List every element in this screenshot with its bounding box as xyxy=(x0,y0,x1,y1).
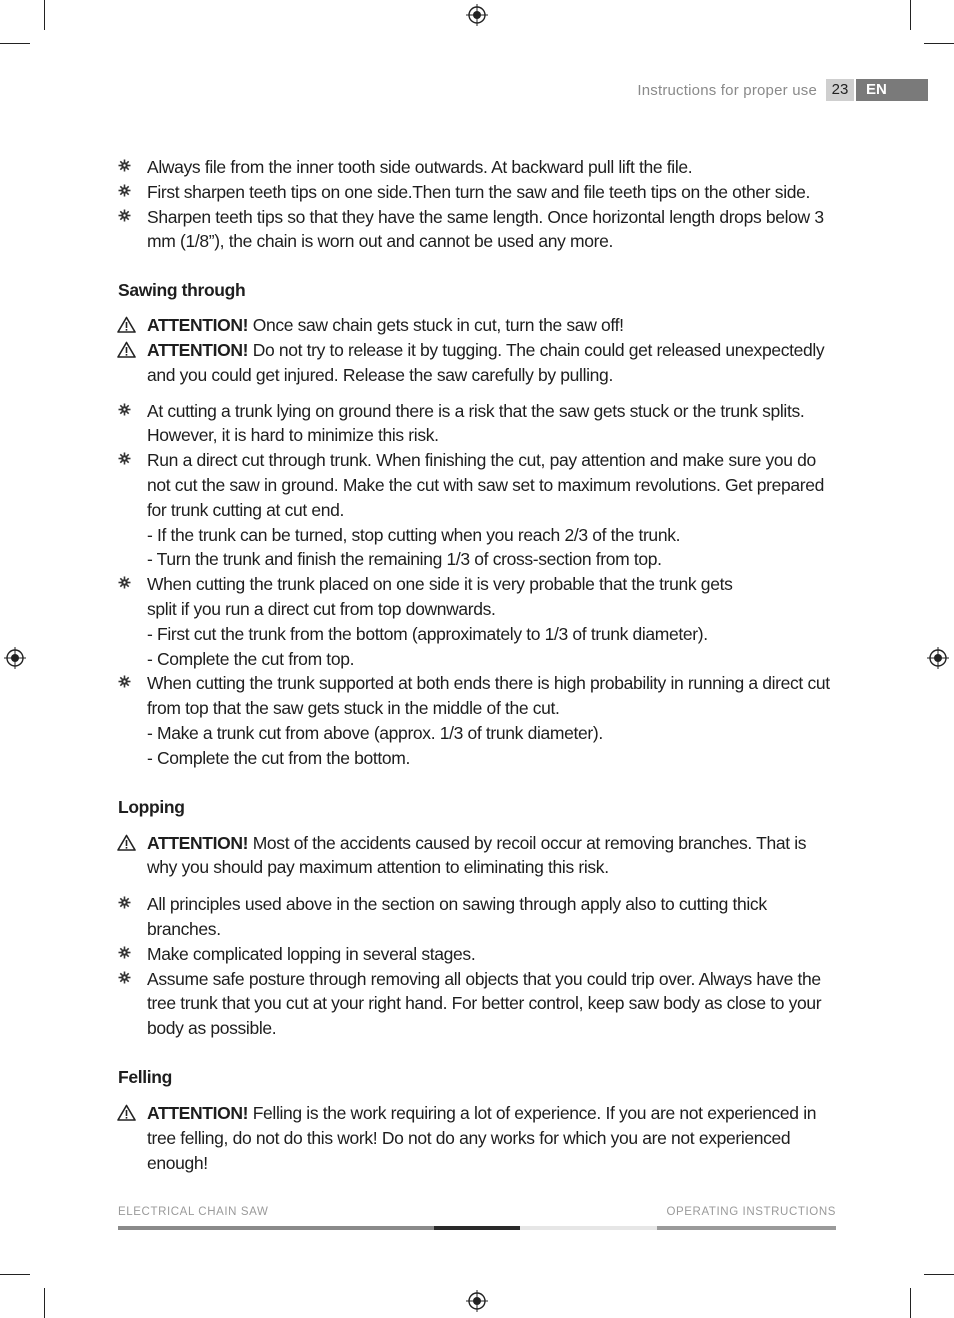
list-item xyxy=(118,155,838,180)
gear-bullet-icon xyxy=(118,946,131,959)
section-label: Instructions for proper use xyxy=(637,81,817,99)
crop-mark xyxy=(910,1288,911,1318)
section-heading-felling: Felling xyxy=(118,1066,172,1087)
running-header xyxy=(637,79,928,101)
sawing-warnings xyxy=(118,313,838,387)
list-item-text: All principles used above in the section on sawing through apply also to cutting thick branches. xyxy=(147,894,767,939)
warning-triangle-icon xyxy=(117,834,136,851)
warning-text: Do not try to release it by tugging. The chain could get released unexpectedly and you could get injured. Release the saw carefully by pulling. xyxy=(147,339,825,385)
list-item-text: Make complicated lopping in several stages. xyxy=(147,943,476,964)
footer-rule xyxy=(520,1226,657,1230)
warning-triangle-icon xyxy=(117,1104,136,1121)
list-item xyxy=(118,967,838,1041)
sub-step: - Turn the trunk and finish the remaining 1/3 of cross-section from top. xyxy=(147,549,662,570)
sub-step: - Complete the cut from top. xyxy=(147,648,355,669)
list-item-text: Sharpen teeth tips so that they have the same length. Once horizontal length drops below 3 mm (1/8”), the chain is worn out and cannot be used any more. xyxy=(147,206,824,252)
gear-bullet-icon xyxy=(118,184,131,197)
warning-triangle-icon xyxy=(117,316,136,333)
language-tag: EN xyxy=(856,79,928,101)
crop-mark xyxy=(0,43,30,44)
registration-mark-icon xyxy=(466,4,488,26)
footer-doc-type: OPERATING INSTRUCTIONS xyxy=(666,1206,836,1218)
list-item-text: Always file from the inner tooth side outwards. At backward pull lift the file. xyxy=(147,157,693,177)
list-item-text: When cutting the trunk placed on one side it is very probable that the trunk gets split if you run a direct cut from top downwards. xyxy=(147,574,733,619)
sub-step: - First cut the trunk from the bottom (approximately to 1/3 of trunk diameter). xyxy=(147,623,708,644)
list-item-text: Assume safe posture through removing all objects that you could trip over. Always have the tree trunk that you cut at your right hand. For better control, keep saw body as close to your body as possible. xyxy=(147,968,822,1039)
registration-mark-icon xyxy=(4,647,26,669)
footer-rule xyxy=(434,1226,520,1230)
list-item xyxy=(118,892,838,942)
gear-bullet-icon xyxy=(118,403,131,416)
section-heading-sawing: Sawing through xyxy=(118,280,246,301)
gear-bullet-icon xyxy=(118,452,131,465)
attention-label: ATTENTION! xyxy=(147,339,249,360)
list-item xyxy=(118,671,838,770)
list-item xyxy=(118,180,838,205)
gear-bullet-icon xyxy=(118,209,131,222)
warning-note xyxy=(118,831,838,881)
list-item-text: At cutting a trunk lying on ground there is a risk that the saw gets stuck or the trunk splits. However, it is hard to minimize this risk. xyxy=(147,400,805,446)
crop-mark xyxy=(910,0,911,30)
sub-step: - Complete the cut from the bottom. xyxy=(147,747,411,768)
sub-step: - If the trunk can be turned, stop cutting when you reach 2/3 of the trunk. xyxy=(147,524,681,545)
attention-label: ATTENTION! xyxy=(147,1102,249,1123)
sub-step: - Make a trunk cut from above (approx. 1/3 of trunk diameter). xyxy=(147,722,603,743)
main-content xyxy=(118,155,838,1175)
section-heading-lopping: Lopping xyxy=(118,796,185,817)
warning-note xyxy=(118,338,838,388)
registration-mark-icon xyxy=(927,647,949,669)
intro-list xyxy=(118,155,838,254)
gear-bullet-icon xyxy=(118,971,131,984)
footer-rule xyxy=(118,1226,434,1230)
gear-bullet-icon xyxy=(118,576,131,589)
registration-mark-icon xyxy=(466,1290,488,1312)
list-item xyxy=(118,572,838,671)
gear-bullet-icon xyxy=(118,896,131,909)
crop-mark xyxy=(924,43,954,44)
footer-product-name: ELECTRICAL CHAIN SAW xyxy=(118,1206,269,1218)
list-item xyxy=(118,942,838,967)
warning-text: Felling is the work requiring a lot of experience. If you are not experienced in tree felling, do not do this work! Do not do any works for which you are not experienced enough! xyxy=(147,1102,817,1173)
warning-note xyxy=(118,1101,838,1175)
crop-mark xyxy=(44,1288,45,1318)
attention-label: ATTENTION! xyxy=(147,315,249,336)
lopping-list xyxy=(118,892,838,1041)
list-item-text: First sharpen teeth tips on one side.Then turn the saw and file teeth tips on the other side. xyxy=(147,181,811,202)
warning-text: Once saw chain gets stuck in cut, turn the saw off! xyxy=(252,315,624,336)
list-item-text: Run a direct cut through trunk. When finishing the cut, pay attention and make sure you do not cut the saw in ground. Make the cut with saw set to maximum revolutions. Get prepared for trunk cutting at cut end. xyxy=(147,450,824,520)
warning-note xyxy=(118,313,838,338)
list-item xyxy=(118,205,838,255)
sawing-list xyxy=(118,399,838,771)
warning-text: Most of the accidents caused by recoil occur at removing branches. That is why you should pay maximum attention to eliminating this risk. xyxy=(147,832,807,878)
crop-mark xyxy=(44,0,45,30)
warning-triangle-icon xyxy=(117,341,136,358)
list-item xyxy=(118,399,838,449)
list-item xyxy=(118,448,838,572)
footer-rule xyxy=(657,1226,836,1230)
crop-mark xyxy=(0,1274,30,1275)
list-item-text: When cutting the trunk supported at both ends there is high probability in running a direct cut from top that the saw gets stuck in the middle of the cut. xyxy=(147,673,830,719)
gear-bullet-icon xyxy=(118,675,131,688)
attention-label: ATTENTION! xyxy=(147,832,249,853)
page-number: 23 xyxy=(826,79,854,101)
gear-bullet-icon xyxy=(118,159,131,172)
crop-mark xyxy=(924,1274,954,1275)
